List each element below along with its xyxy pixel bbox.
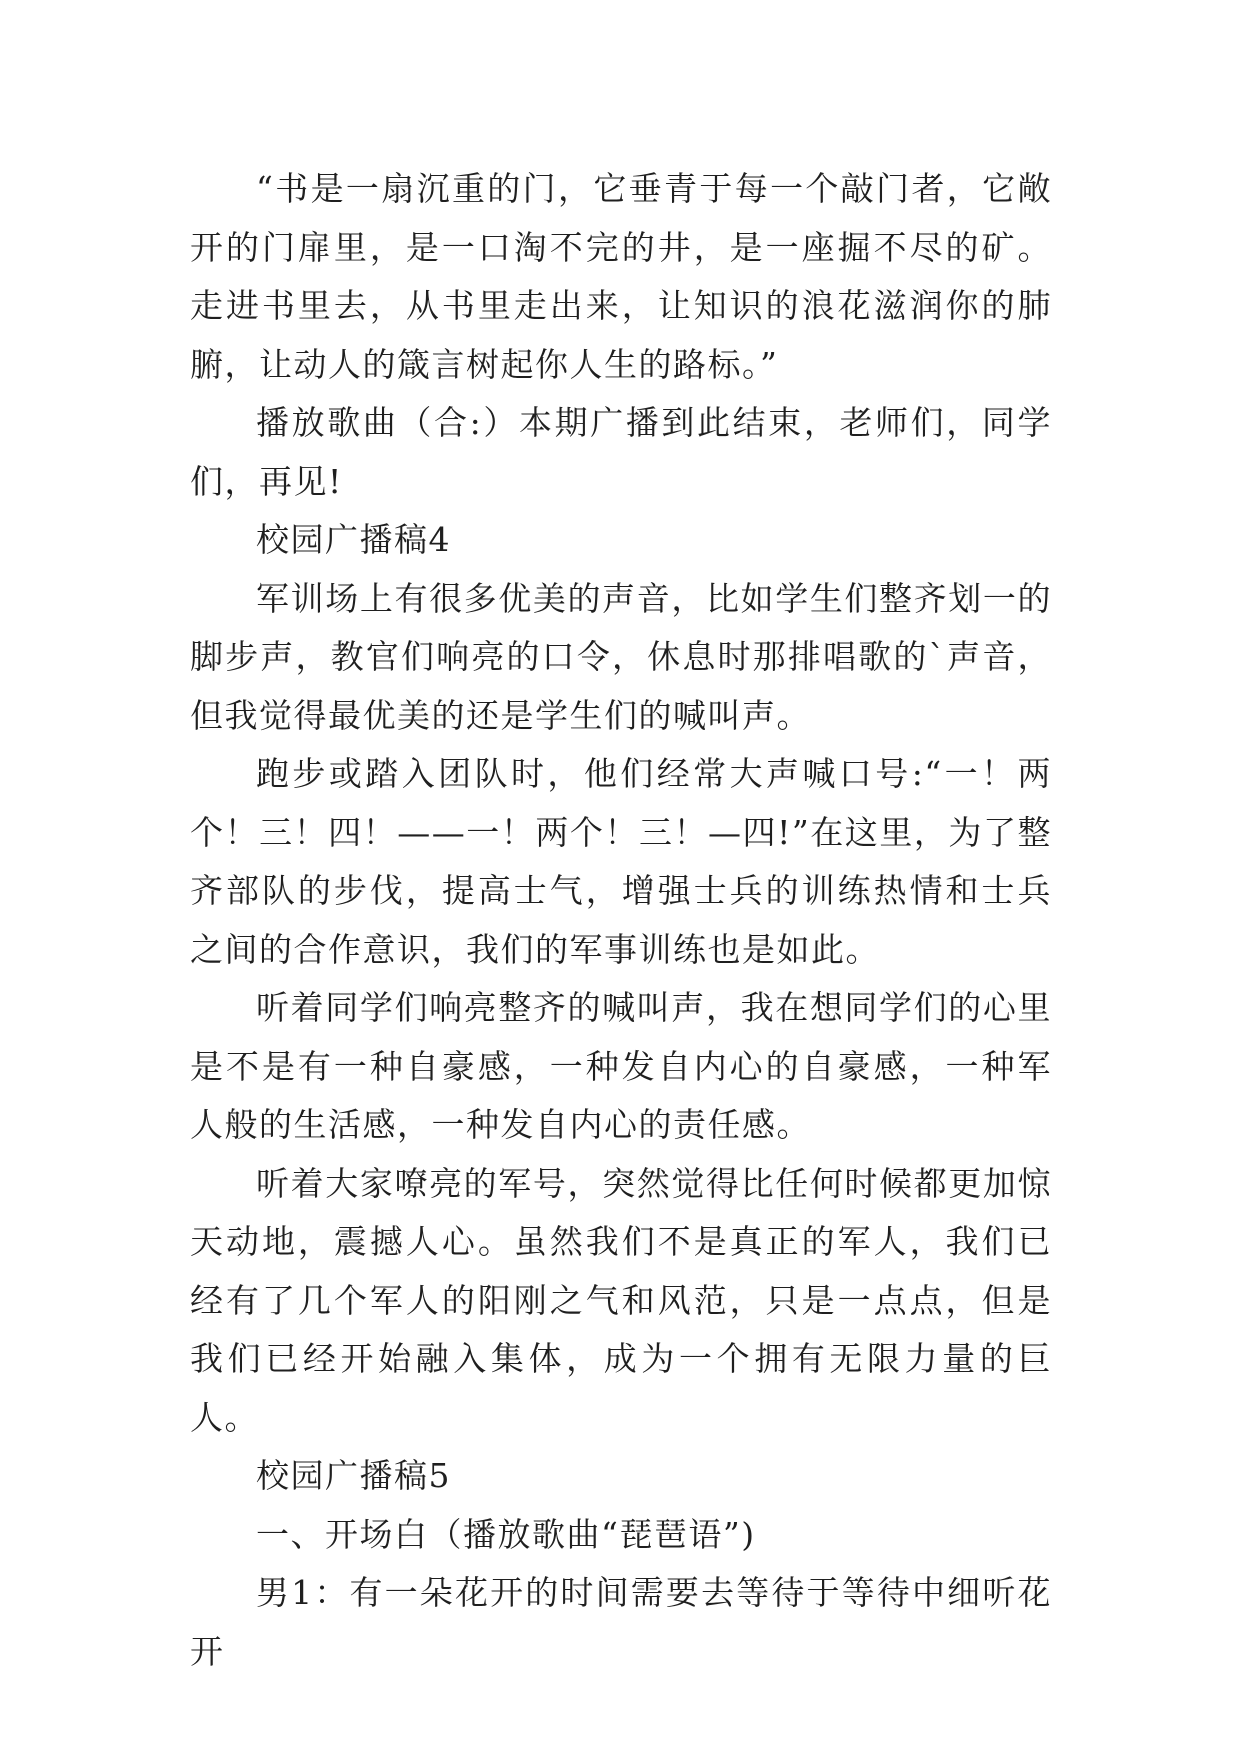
document-body: [190, 160, 1052, 1681]
section-heading-5: 校园广播稿5: [256, 1456, 451, 1495]
closing-paragraph: 播放歌曲（合:）本期广播到此结束，老师们，同学们，再见!: [190, 403, 1052, 501]
body-paragraph: 听着大家嘹亮的军号，突然觉得比任何时候都更加惊天动地，震撼人心。虽然我们不是真正的军人，我们已经有了几个军人的阳刚之气和风范，只是一点点，但是我们已经开始融入集体，成为一个拥有无限力量的巨人。: [190, 1163, 1052, 1437]
subsection-heading: 一、开场白（播放歌曲“琵琶语”): [256, 1514, 756, 1554]
dialogue-paragraph: 男1：有一朵花开的时间需要去等待于等待中细听花开: [190, 1573, 1052, 1671]
quote-paragraph: “书是一扇沉重的门，它垂青于每一个敲门者，它敞开的门扉里，是一口淘不完的井，是一座掘不尽的矿。走进书里去，从书里走出来，让知识的浪花滋润你的肺腑，让动人的箴言树起你人生的路标。”: [190, 169, 1052, 384]
body-paragraph: 跑步或踏入团队时，他们经常大声喊口号:“一！两个！三！四！——一！两个！三！—四!”在这里，为了整齐部队的步伐，提高士气，增强士兵的训练热情和士兵之间的合作意识，我们的军事训练也是如此。: [190, 754, 1052, 969]
body-paragraph: 军训场上有很多优美的声音，比如学生们整齐划一的脚步声，教官们响亮的口令，休息时那排唱歌的`声音，但我觉得最优美的还是学生们的喊叫声。: [190, 578, 1052, 735]
body-paragraph: 听着同学们响亮整齐的喊叫声，我在想同学们的心里是不是有一种自豪感，一种发自内心的自豪感，一种军人般的生活感，一种发自内心的责任感。: [190, 988, 1052, 1144]
section-heading-4: 校园广播稿4: [256, 520, 451, 559]
